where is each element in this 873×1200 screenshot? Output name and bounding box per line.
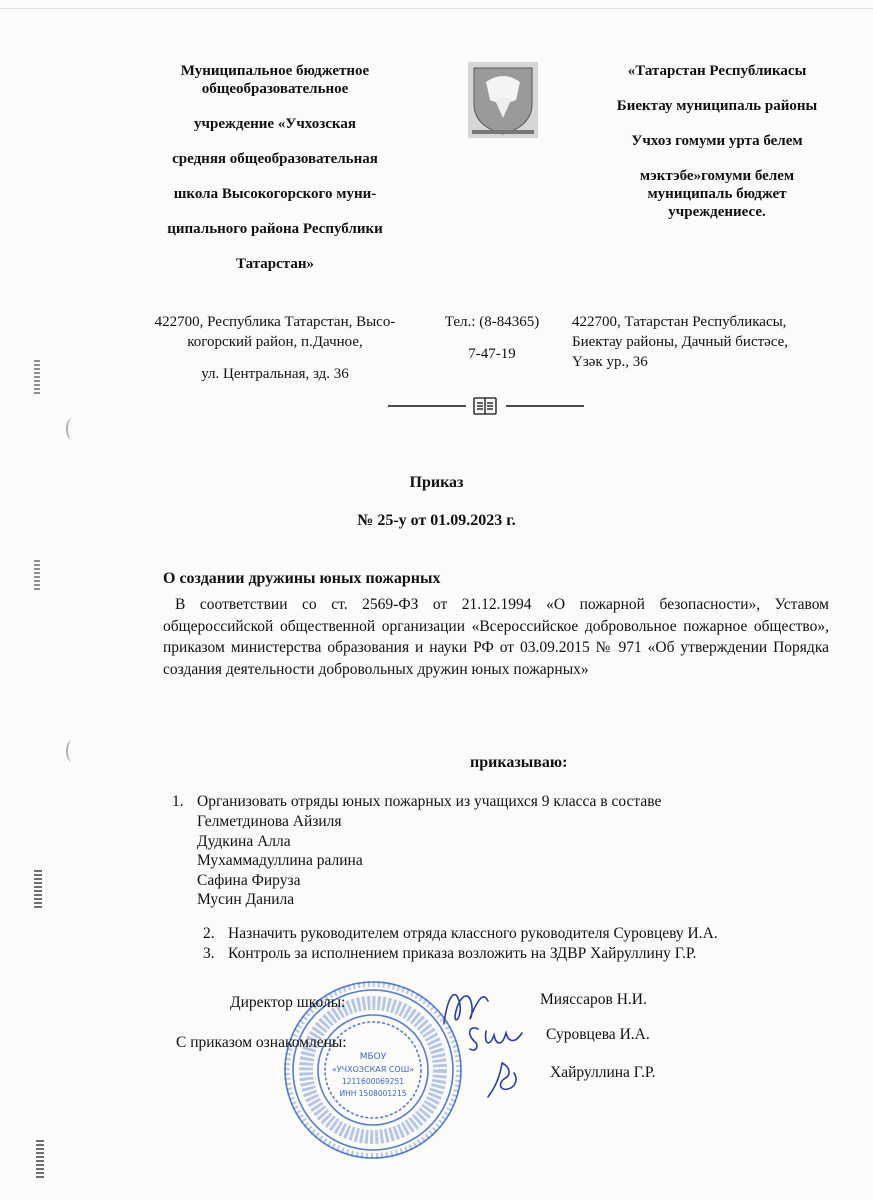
ack-name: Суровцева И.А. — [546, 1026, 650, 1043]
header-right-line: Учхоз гомуми урта белем — [631, 133, 803, 149]
handwritten-signatures — [430, 975, 550, 1105]
member-list — [197, 812, 363, 910]
header-left-line: школа Высокогорского муни- — [173, 186, 377, 202]
order-subject: О создании дружины юных пожарных — [163, 570, 441, 587]
header-right-line: учреждениесе. — [668, 204, 766, 220]
preamble-text: В соответствии со ст. 2569-ФЗ от 21.12.1994 «О пожарной безопасности», Уставом общероссийской общественной организации «Всероссийское добровольное пожарное общество», приказом министерства образования и науки РФ от 03.09.2015 № 971 «Об утверждении Порядка создания деятельности добровольных дружин юных пожарных» — [163, 596, 829, 678]
header-right-org — [592, 62, 842, 221]
stamp-school-name: «УЧХОЗСКАЯ СОШ» — [331, 1065, 415, 1074]
header-right-line: муниципаль бюджет — [647, 186, 787, 202]
stamp-type: МБОУ — [359, 1052, 387, 1062]
order-number: № 25-у от 01.09.2023 г. — [357, 512, 516, 529]
item-1-number: 1. — [172, 793, 184, 810]
header-right-line: Биектау муниципаль районы — [616, 98, 818, 114]
header-left-line: Муниципальное бюджетное — [180, 63, 370, 79]
header-separator — [388, 396, 584, 416]
header-left-line: учреждение «Учхозская — [194, 116, 356, 132]
item-1-text: Организовать отряды юных пожарных из учащихся 9 класса в составе — [197, 793, 662, 810]
open-book-icon — [474, 398, 496, 414]
order-word: приказываю: — [470, 754, 568, 771]
acknowledged-label: С приказом ознакомлены: — [176, 1034, 347, 1051]
member-name: Сафина Фируза — [197, 871, 301, 889]
item-3-number: 3. — [203, 945, 215, 962]
header-left-org — [150, 62, 400, 273]
coat-of-arms-emblem — [466, 60, 540, 140]
document-title: Приказ — [409, 474, 464, 491]
phone-block: Тел.: (8-84365) 7-47-19 — [444, 314, 540, 362]
header-left-line: ципального района Республики — [167, 221, 383, 237]
ack-name: Хайруллина Г.Р. — [550, 1064, 656, 1081]
member-name: Мусин Данила — [197, 891, 295, 908]
address-left: 422700, Республика Татарстан, Высо- когорский район, п.Дачное, ул. Центральная, зд. 36 — [154, 314, 396, 382]
header-left-line: общеобразовательное — [201, 81, 349, 97]
address-right: 422700, Татарстан Республикасы, Биектау районы, Дачный бистәсе, Үзәк ур., 36 — [572, 314, 789, 370]
stamp-inn: ИНН 1508001215 — [339, 1089, 407, 1098]
director-label: Директор школы: — [230, 994, 346, 1011]
item-2-text: Назначить руководителем отряда классного руководителя Суровцеву И.А. — [228, 925, 718, 942]
stamp-ogrn: 1211600069251 — [341, 1077, 405, 1086]
member-name: Гелметдинова Айзиля — [197, 813, 342, 830]
header-left-line: средняя общеобразовательная — [172, 151, 378, 167]
director-name: Мияссаров Н.И. — [540, 991, 647, 1008]
header-left-line: Татарстан» — [236, 256, 314, 272]
header-right-line: мэктэбе»гомуми белем — [639, 168, 795, 184]
item-2-number: 2. — [203, 925, 215, 942]
item-3-text: Контроль за исполнением приказа возложить на ЗДВР Хайруллину Г.Р. — [228, 945, 697, 962]
header-right-line: «Татарстан Республикасы — [627, 63, 807, 79]
member-name: Дудкина Алла — [197, 832, 291, 850]
member-name: Мухаммадуллина ралина — [197, 852, 363, 869]
